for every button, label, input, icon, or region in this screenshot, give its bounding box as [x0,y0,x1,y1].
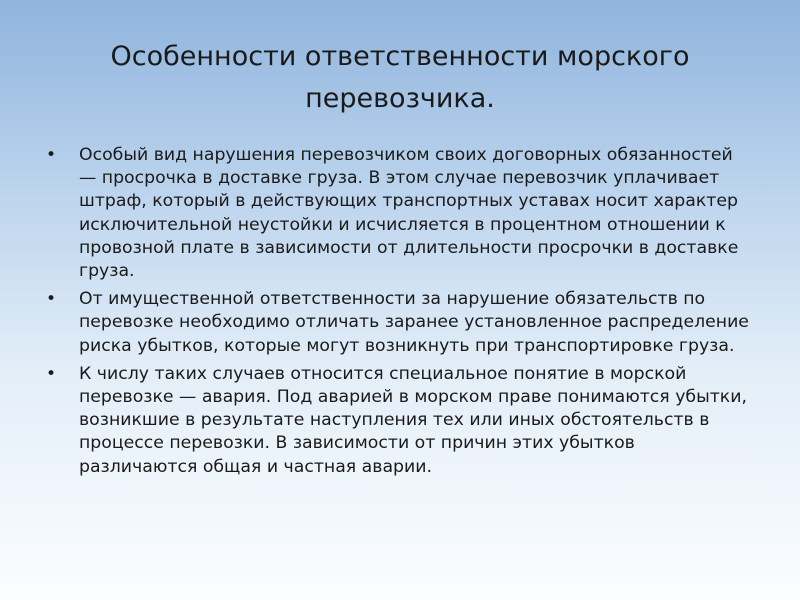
bullet-item [44,288,754,358]
bullet-text: Особый вид нарушения перевозчиком своих договорных обязанностей — просрочка в доставке груза. В этом случае перевозчик уплачивает штраф, который в действующих транспортных уставах носит характер исключительной неустойки и исчисляется в процентном отношении к провозной плате в зависимости от длительности просрочки в доставке груза. [79,145,739,282]
bullet-point-icon: • [46,289,57,310]
bullet-list [44,144,754,484]
bullet-item [44,363,754,479]
bullet-point-icon: • [46,145,57,165]
bullet-text: К числу таких случаев относится специальное понятие в морской перевозке — авария. Под аварией в морском праве понимаются убытки, возникшие в результате наступления тех или иных обстоятельств в процессе перевозки. В зависимости от причин этих убытков различаются общая и частная аварии. [79,363,747,477]
bullet-text: От имущественной ответственности за нарушение обязательств по перевозке необходимо отличать заранее установленное распределение риска убытков, которые могут возникнуть при транспортировке груза. [79,289,749,356]
slide-title: Особенности ответственности морского перевозчика. [110,41,690,114]
bullet-point-icon: • [46,363,57,384]
bullet-item [44,144,754,283]
